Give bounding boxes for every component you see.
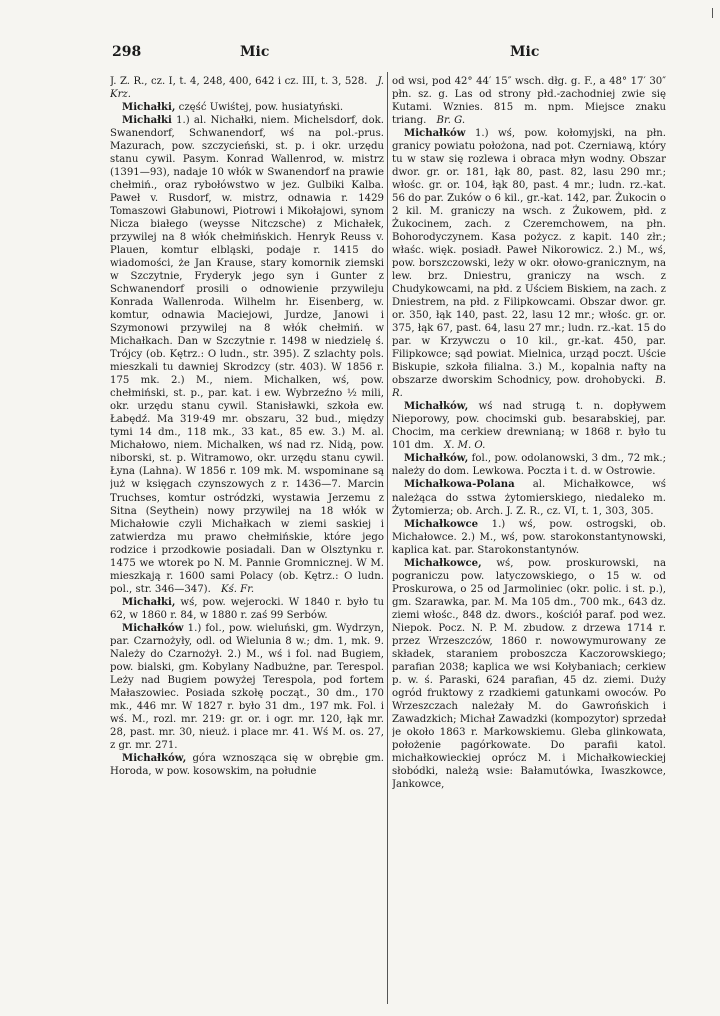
dictionary-entry bbox=[392, 478, 666, 517]
entry-headword: Michałków, bbox=[404, 452, 469, 465]
entry-text: 1.) wś, pow. ostrogski, ob. Michałowce. 2.) M., wś, pow. starokonstantynowski, kaplica kat. par. Starokonstantynów. bbox=[392, 518, 666, 556]
entry-headword: Michałków bbox=[122, 621, 184, 634]
entry-headword: Michałkowce bbox=[404, 517, 479, 530]
entry-headword: Michałków bbox=[404, 127, 466, 140]
dictionary-entry bbox=[392, 452, 666, 478]
entry-text: od wsi, pod 42° 44′ 15″ wsch. dłg. g. F., a 48° 17′ 30″ płn. sz. g. Las od strony płd.-zachodniej zwie się Kutami. Wznies. 815 m. npm. Miejsce znaku triang. bbox=[392, 76, 666, 127]
entry-text: wś, pow. wejerocki. W 1840 r. było tu 62, w 1860 r. 84, w 1880 r. zaś 99 Serbów. bbox=[110, 596, 384, 621]
dictionary-entry bbox=[110, 622, 384, 752]
running-head-right: Mic bbox=[510, 44, 540, 60]
entry-signature: X. M. O. bbox=[443, 440, 486, 452]
entry-text: wś nad strugą t. n. dopływem Nieporowy, pow. chocimski gub. besarabskiej, par. Chocim, ma cerkiew drewnianą; w 1868 r. było tu 101 dm. bbox=[392, 401, 666, 452]
entry-headword: Michałki, bbox=[122, 101, 176, 114]
dictionary-entry bbox=[392, 127, 666, 400]
page-number: 298 bbox=[112, 44, 142, 60]
dictionary-entry bbox=[392, 75, 666, 127]
running-head-left: Mic bbox=[240, 44, 270, 60]
entry-text: 1.) fol., pow. wieluński, gm. Wydrzyn, par. Czarnożyły, odl. od Wielunia 8 w.; dm. 1, mk. 9. Należy do Czarnożył. 2.) M., wś i fol. nad Bugiem, pow. bialski, gm. Kobylany Nadbużne, par. Terespol. Leży nad Bugiem powyżej Terespola, pod fortem Małaszowiec. Posiada szkołę począt., 30 dm., 170 mk., 446 mr. W 1827 r. było 31 dm., 197 mk. Fol. i wś. M., rozl. mr. 219: gr. or. i ogr. mr. 120, łąk mr. 28, past. mr. 30, nieuż. i place mr. 41. Wś M. os. 27, z gr. mr. 271. bbox=[110, 622, 384, 751]
dictionary-entry bbox=[110, 101, 384, 114]
entry-headword: Michałków, bbox=[122, 751, 187, 764]
right-column bbox=[392, 75, 666, 1005]
entry-signature: J. Krz. bbox=[110, 76, 384, 101]
entry-text: 1.) wś, pow. kołomyjski, na płn. granicy powiatu położona, nad pot. Czerniawą, który tu w staw się rozlewa i obraca młyn wodny. Obszar dwor. gr. or. 181, łąk 80, past. 82, lasu 290 mr.; włośc. gr. or. 104, łąk 80, past. 4 mr.; ludn. rz.-kat. 56 do par. Zuków o 6 kil., gr.-kat. 142, par. Żukocin o 2 kil. M. graniczy na wsch. z Żukowem, płd. z Żukocinem, zach. z Czeremchowem, na płn. Bohorodyczynem. Kasa pożycz. z kapit. 140 złr.; właśc. więk. posiadł. Paweł Nikorowicz. 2.) M., wś, pow. borszczowski, leży w okr. ołowo-granicznym, na lew. brz. Dniestru, graniczy na wsch. z Chudykowcami, na płd. z Uściem Biskiem, na zach. z Dniestrem, na płd. z Filipkowcami. Obszar dwor. gr. or. 350, łąk 140, past. 22, lasu 12 mr.; włośc. gr. or. 375, łąk 67, past. 64, lasu 27 mr.; ludn. rz.-kat. 15 do par. w Krzywczu o 10 kil., gr.-kat. 450, par. Filipkowce; sąd powiat. Mielnica, urząd poczt. Uście Biskupie, szkoła filialna. 3.) M., kopalnia nafty na obszarze dworskim Schodnicy, pow. drohobycki. bbox=[392, 128, 666, 387]
entry-text: 1.) al. Nichałki, niem. Michelsdorf, dok. Swanendorf, Schwanendorf, wś na pol.-prus. Mazurach, pow. szczycieński, st. p. i okr. urzędu stanu cywil. Pasym. Konrad Wallenrod, w. mistrz (1391—93), nadaje 10 włók w Swanendorf na prawie chełmiń., oraz rybołówstwo w jez. Gulbiki Kalba. Paweł v. Rusdorf, w. mistrz, odnawia r. 1429 Tomaszowi Głabunowi, Piotrowi i Mikołajowi, synom Nicza białego (weysse Nitczsche) z Michałek, przywilej na 8 włók chełmińskich. Henryk Reuss v. Plauen, komtur elbląski, podaje r. 1415 do wiadomości, że Jan Krause, stary komornik ziemski w Szczytnie, Fryderyk jego syn i Gunter z Schwanendorf prosili o odnowienie przywileju Konrada Wallenroda. Wilhelm hr. Eisenberg, w. komtur, odnawia Maciejowi, Jurdze, Janowi i Szymonowi przywilej na 8 włók chełmiń. w Michałkach. Dan w Szczytnie r. 1498 w niedzielę ś. Trójcy (ob. Kętrz.: O ludn., str. 395). Z szlachty pols. mieszkali tu dawniej Skrodzcy (str. 403). W 1856 r. 175 mk. 2.) M., niem. Michalken, wś, pow. chełmiński, st. p., par. kat. i ew. Wybrzeźno ½ mili, okr. urzędu stanu cywil. Stanisławki, szkoła ew. Łabędź. Ma 319·49 mr. obszaru, 32 bud., między tymi 14 dm., 118 mk., 33 kat., 85 ew. 3.) M. al. Michałowo, niem. Michalken, wś nad rz. Nidą, pow. niborski, st. p. Witramowo, okr. urzędu stanu cywil. Łyna (Lahna). W 1856 r. 109 mk. M. wspominane są już w księgach czynszowych z r. 1436—7. Marcin Truchses, komtur ostródzki, wystawia Jerzemu z Sitna (Seythein) nowy przywilej na 18 włók w Michałowie czyli Michałkach w ziemi saskiej i zatwierdza mu prawo chełmińskie, które jego rodzice i przodkowie posiadali. Dan w Olsztynku r. 1475 we wtorek po N. M. Pannie Gromnicznej. W M. mieszkają r. 1600 sami Polacy (ob. Kętrz.: O ludn. pol., str. 346—347). bbox=[110, 115, 384, 595]
entry-signature: B. R. bbox=[392, 375, 666, 400]
entry-text: al. Michałkowce, wś należąca do sstwa żytomierskiego, niedaleko m. Żytomierza; ob. Arch. J. Z. R., cz. VI, t. 1, 303, 305. bbox=[392, 479, 666, 517]
entry-text: góra wznosząca się w obrębie gm. Horoda, w pow. kosowskim, na południe bbox=[110, 752, 384, 777]
dictionary-entry bbox=[110, 75, 384, 101]
entry-text: fol., pow. odolanowski, 3 dm., 72 mk.; należy do dom. Lewkowa. Poczta i t. d. w Ostrowie. bbox=[392, 453, 666, 478]
entry-signature: Br. G. bbox=[436, 115, 466, 127]
left-column bbox=[110, 75, 384, 1005]
entry-signature: Kś. Fr. bbox=[220, 583, 255, 595]
scan-mark bbox=[712, 8, 713, 18]
entry-headword: Michałkowa-Polana bbox=[404, 478, 515, 491]
entry-text: część Uwiśtej, pow. husiatyński. bbox=[175, 102, 344, 114]
column-divider bbox=[387, 72, 388, 1004]
dictionary-entry bbox=[110, 114, 384, 596]
dictionary-entry bbox=[392, 400, 666, 452]
page-header bbox=[112, 44, 712, 64]
entry-text: J. Z. R., cz. I, t. 4, 248, 400, 642 i cz. III, t. 3, 528. bbox=[110, 76, 368, 87]
entry-headword: Michałków, bbox=[404, 400, 469, 413]
entry-headword: Michałkowce, bbox=[404, 556, 482, 569]
entry-headword: Michałki, bbox=[122, 595, 176, 608]
entry-headword: Michałki bbox=[122, 114, 172, 127]
dictionary-entry bbox=[110, 596, 384, 622]
dictionary-entry bbox=[110, 752, 384, 778]
entry-text: wś, pow. proskurowski, na pograniczu pow. latyczowskiego, o 15 w. od Proskurowa, o 25 od Jarmoliniec (okr. polic. i st. p.), gm. Szarawka, par. M. Ma 105 dm., 700 mk., 643 dz. ziemi włośc., 848 dz. dwors., kościół paraf. pod wez. Niepok. Pocz. N. P. M. zbudow. z drzewa 1714 r. przez Wrzeszczów, 1860 r. nowowymurowany ze składek, staraniem proboszcza Kaczorowskiego; parafian 2038; kaplica we wsi Kołybaniach; cerkiew p. w. ś. Paraski, 624 parafian, 45 dz. ziemi. Duży ogród fruktowy z rzadkiemi gatunkami owoców. Po Wrzeszczach należały M. do Gawrońskich i Zawadzkich; Michał Zawadzki (kompozytor) sprzedał je około 1863 r. Markowskiemu. Gleba glinkowata, położenie pagórkowate. Do parafii katol. michałkowieckiej oprócz M. i Michałkowieckiej słobódki, należą wsie: Bałamutówka, Iwaszkowce, Jankowce, bbox=[392, 557, 666, 790]
dictionary-entry bbox=[392, 518, 666, 557]
dictionary-entry bbox=[392, 557, 666, 791]
